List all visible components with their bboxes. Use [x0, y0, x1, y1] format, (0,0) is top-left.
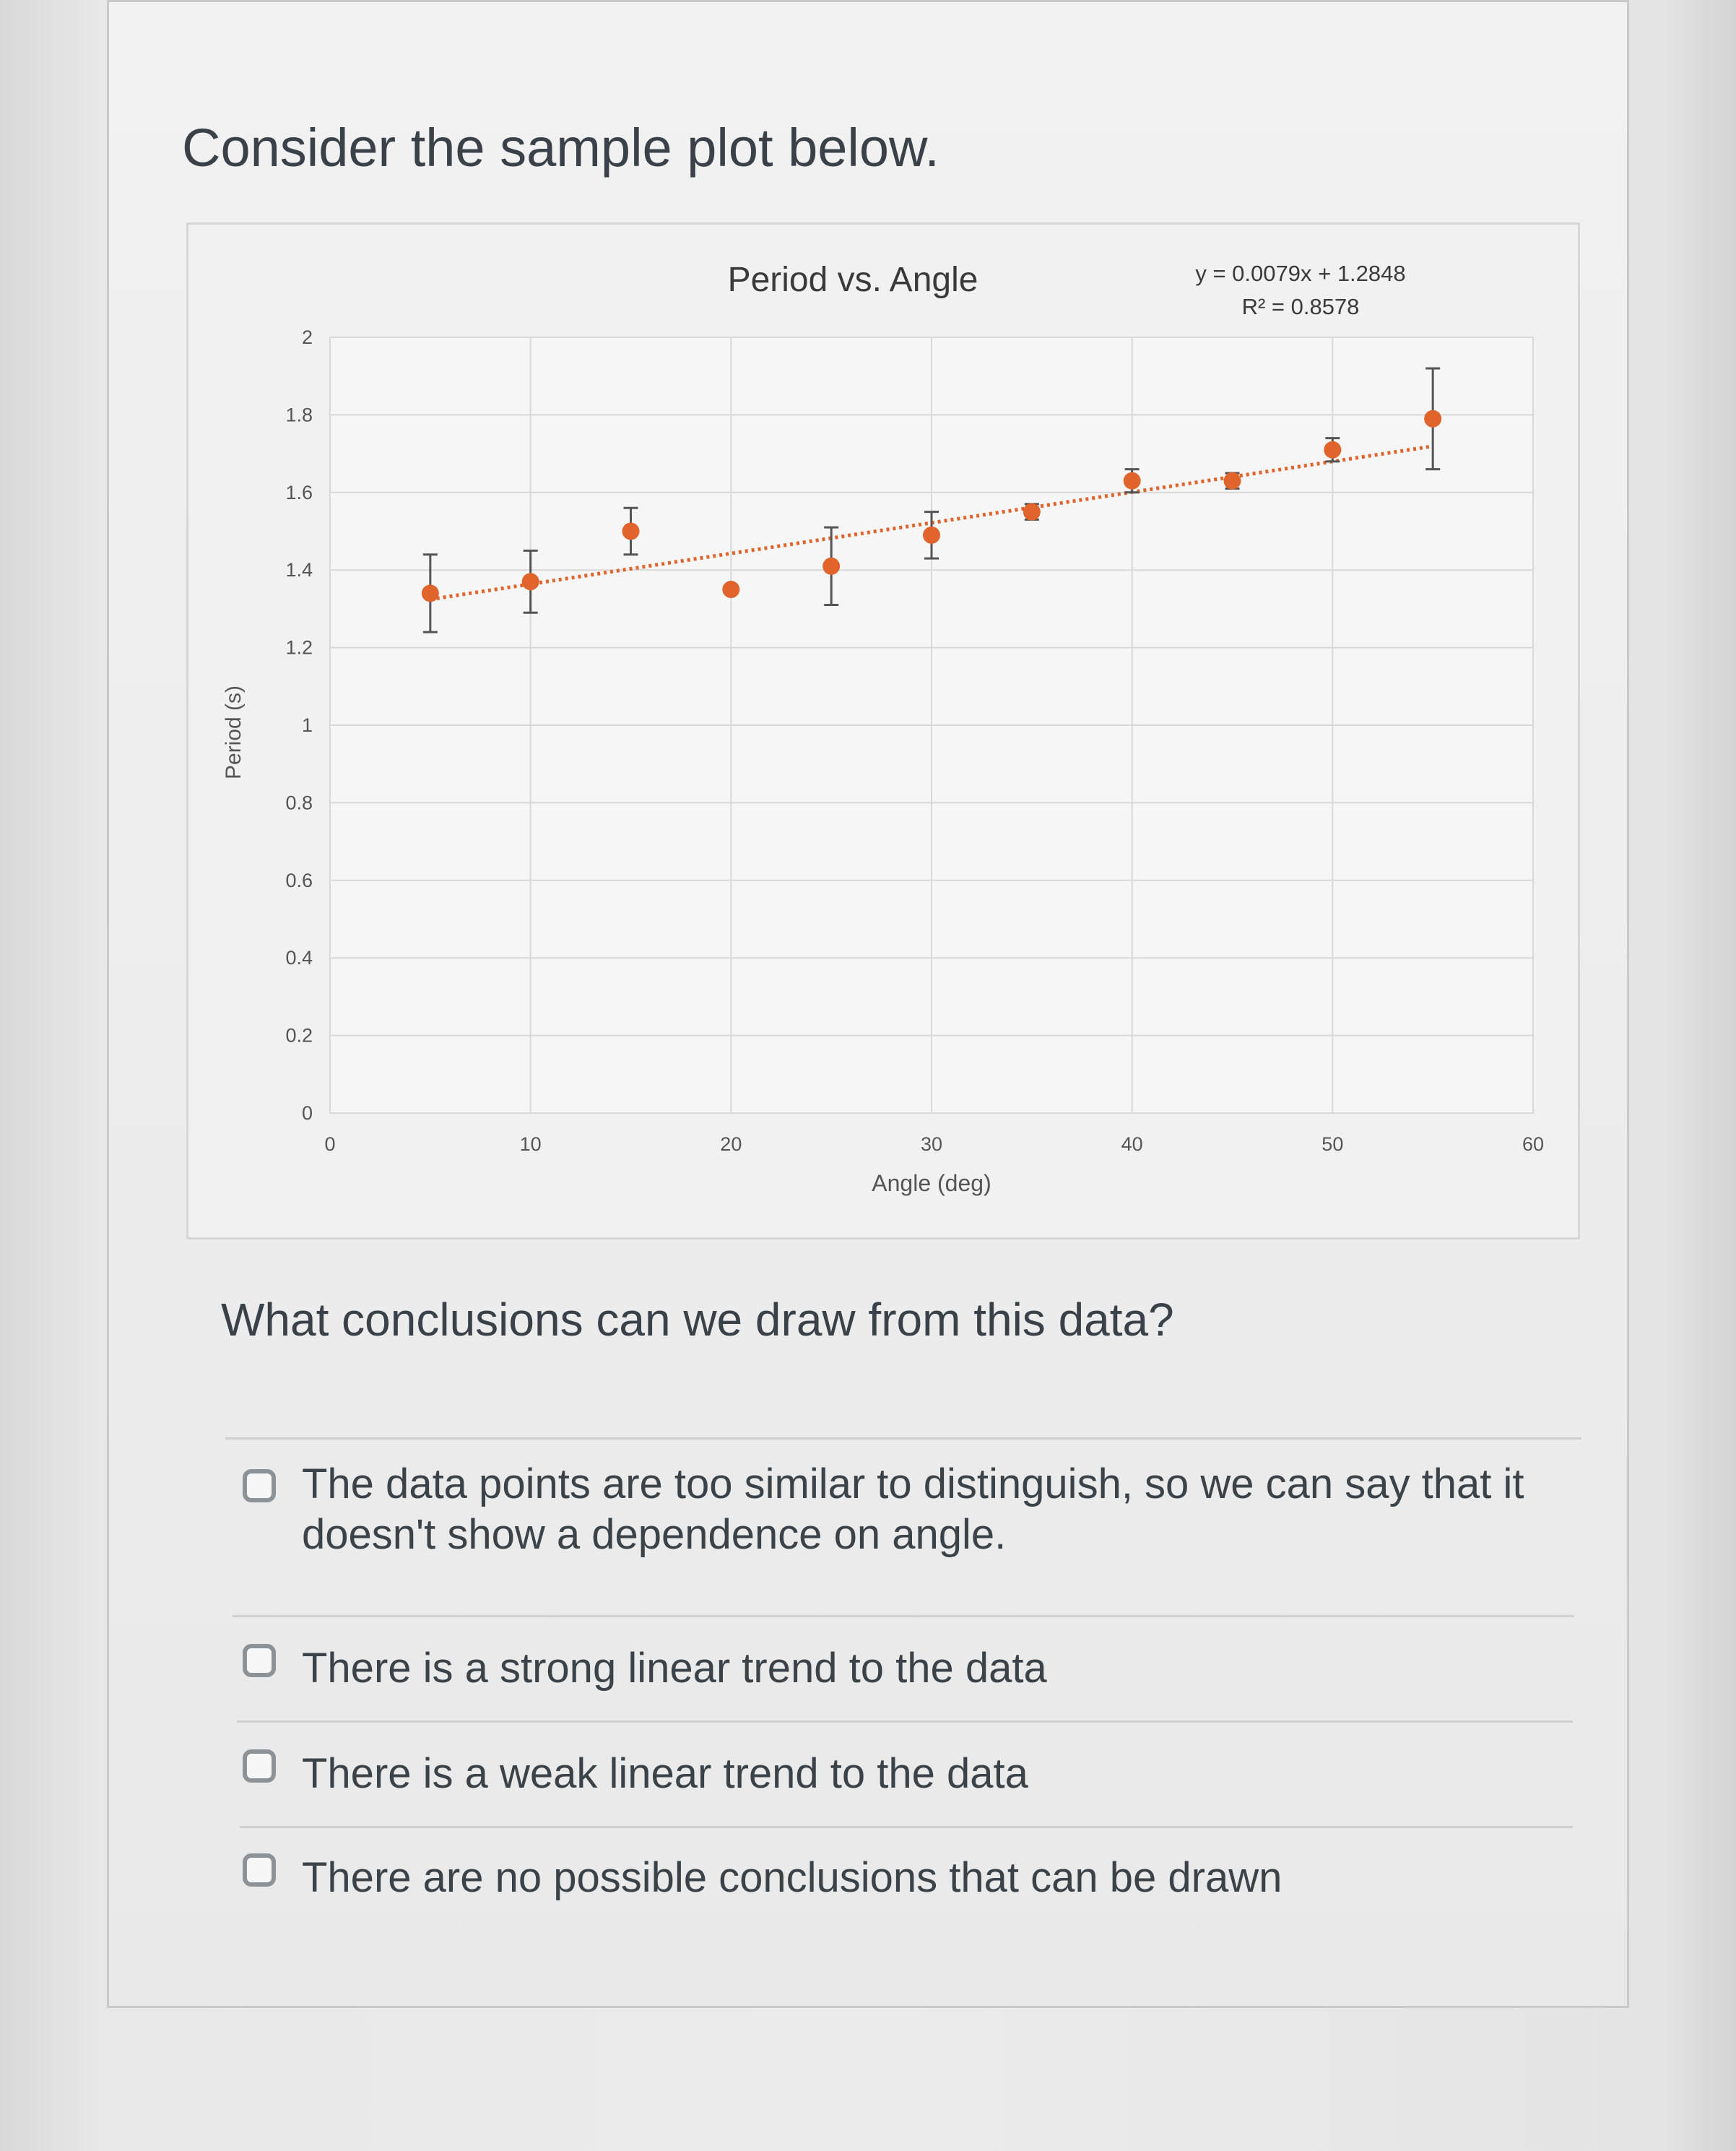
question-prompt: Consider the sample plot below.	[182, 118, 939, 178]
x-tick-label: 20	[720, 1133, 742, 1155]
x-tick-label: 0	[324, 1133, 336, 1155]
data-point	[823, 558, 840, 575]
answer-label: The data points are too similar to distinguish, so we can say that it doesn't show a dependence on angle.	[302, 1460, 1524, 1558]
divider	[225, 1437, 1581, 1440]
data-point	[1324, 441, 1341, 459]
x-tick-label: 10	[519, 1133, 542, 1155]
radio-button[interactable]	[243, 1469, 276, 1502]
divider	[240, 1826, 1573, 1828]
answer-option-4[interactable]	[243, 1843, 1557, 1913]
data-point	[1424, 410, 1441, 428]
data-point	[1023, 503, 1041, 521]
question-text: What conclusions can we draw from this data?	[221, 1294, 1174, 1346]
y-axis-title: Period (s)	[222, 685, 246, 780]
y-tick-label: 1.8	[285, 404, 313, 426]
answer-label: There is a strong linear trend to the data	[302, 1645, 1047, 1692]
period-vs-angle-chart	[188, 225, 1582, 1242]
data-point	[722, 581, 739, 598]
y-tick-label: 0.6	[285, 869, 313, 891]
x-tick-label: 50	[1321, 1133, 1344, 1155]
y-tick-label: 0.4	[285, 947, 313, 969]
divider	[237, 1721, 1573, 1723]
y-tick-label: 0.8	[285, 792, 313, 814]
y-tick-label: 0	[301, 1102, 313, 1124]
x-axis-title: Angle (deg)	[872, 1170, 991, 1196]
answer-option-2[interactable]	[243, 1634, 1557, 1703]
answer-label: There is a weak linear trend to the data	[302, 1750, 1028, 1797]
data-point	[422, 584, 439, 602]
y-tick-label: 0.2	[285, 1024, 313, 1047]
chart-image	[186, 222, 1580, 1239]
data-point	[1124, 472, 1141, 490]
chart-title: Period vs. Angle	[727, 261, 978, 299]
x-tick-label: 40	[1121, 1133, 1143, 1155]
data-point	[522, 573, 539, 590]
r-squared-label: R² = 0.8578	[1241, 294, 1360, 319]
answer-label: There are no possible conclusions that can be drawn	[302, 1854, 1283, 1901]
data-point-group	[1224, 472, 1241, 490]
data-point	[923, 527, 940, 544]
x-tick-label: 60	[1522, 1133, 1545, 1155]
radio-button[interactable]	[243, 1749, 276, 1783]
y-tick-label: 1.2	[285, 636, 313, 659]
trendline-equation: y = 0.0079x + 1.2848	[1195, 261, 1406, 286]
data-point	[622, 523, 640, 540]
data-point	[1224, 472, 1241, 490]
divider	[233, 1615, 1574, 1617]
data-point-group	[722, 581, 739, 598]
x-tick-label: 30	[920, 1133, 943, 1155]
y-tick-label: 1	[301, 714, 313, 736]
y-tick-label: 1.4	[285, 559, 313, 581]
y-tick-label: 1.6	[285, 481, 313, 503]
radio-button[interactable]	[243, 1853, 276, 1887]
radio-button[interactable]	[243, 1644, 276, 1677]
y-tick-label: 2	[301, 326, 313, 348]
answer-option-3[interactable]	[243, 1739, 1557, 1809]
data-point-group	[1023, 503, 1041, 521]
answer-option-1[interactable]	[243, 1459, 1557, 1560]
